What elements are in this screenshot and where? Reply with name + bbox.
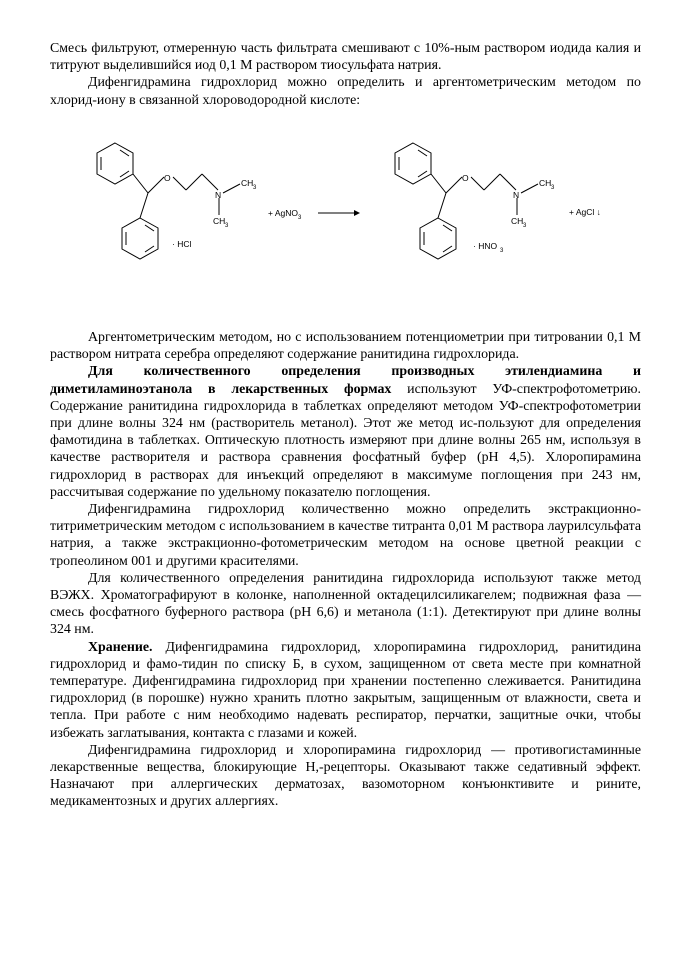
paragraph-hplc: Для количественного определения ранитидина гидрохлорида используют также метод ВЭЖХ. Хроматографируют в колонке, наполненной октадецилсиликагелем; подвижная фаза — смесь фосфатного буферного раствора (рН 6,6) и метанола (1:1). Детектируют при длине волны 324 нм. xyxy=(50,570,641,638)
diphenhydramine-nitrate-structure xyxy=(395,143,538,259)
right-hno3-subscript: 3 xyxy=(500,248,504,254)
left-ch3-top-label: CH xyxy=(241,178,254,188)
left-ch3-bottom-label: CH xyxy=(213,216,226,226)
left-nitrogen-label: N xyxy=(215,190,222,200)
phenyl-ring-bottom-right xyxy=(420,218,456,259)
left-ch3-bottom-subscript: 3 xyxy=(225,223,229,229)
reaction-scheme-svg xyxy=(60,130,620,290)
right-ch3-bottom-label: CH xyxy=(511,216,524,226)
left-oxygen-label: O xyxy=(164,173,171,183)
phenyl-ring-bottom xyxy=(122,218,158,259)
paragraph-antihistamine: Дифенгидрамина гидрохлорид и хлоропирамина гидрохлорид — противогистаминные лекарственные вещества, блокирующие Н,-рецепторы. Оказывают также седативный эффект. Назначают при аллергических дерматозах, вазомоторном конъюнктивите и рините, медикаментозных и других аллергиях. xyxy=(50,742,641,810)
reagent-label: + AgNO xyxy=(268,208,299,218)
diphenhydramine-hydrochloride-structure xyxy=(97,143,240,259)
reaction-scheme xyxy=(60,130,620,290)
intro-text xyxy=(50,40,641,109)
uv-heading-bold: Для количественного определения производных этилендиамина и диметиламиноэтанола в лекарственных формах xyxy=(50,364,641,397)
left-ch3-top-subscript: 3 xyxy=(253,185,257,191)
storage-heading-bold: Хранение. xyxy=(88,639,153,655)
right-hno3-label: · HNO xyxy=(473,241,498,251)
right-ch3-top-label: CH xyxy=(539,178,552,188)
phenyl-ring-top-right xyxy=(395,143,431,184)
right-nitrogen-label: N xyxy=(513,190,520,200)
paragraph-potentiometry: Аргентометрическим методом, но с использованием потенциометрии при титровании 0,1 М раствором нитрата серебра определяют содержание ранитидина гидрохлорида. xyxy=(50,330,641,363)
uv-paragraph-text: используют УФ-спектрофотометрию. Содержание ранитидина гидрохлорида в таблетках определяют методом УФ-спектрофотометрии при длине волны 324 нм (растворитель метанол). Этот же метод ис-пользуют для определения фамотидина в таблетках. Оптическую плотность измеряют при длине волны 265 нм, используя в качестве растворителя и раствора сравнения фосфатный буфер (рН 4,5). Хлоропирамина гидрохлорид в растворах для инъекций определяют в максимуме поглощения при 243 нм, рассчитывая содержание по удельному показателю поглощения. xyxy=(50,381,642,500)
paragraph-argentometry-intro: Дифенгидрамина гидрохлорид можно определить и аргентометрическим методом по хлорид-иону в связанной хлороводородной кислоте: xyxy=(50,75,641,108)
reaction-arrow xyxy=(318,210,360,216)
silver-chloride-precipitate-label: + AgCl ↓ xyxy=(569,207,601,217)
paragraph-uv-spectrophotometry xyxy=(50,363,641,501)
phenyl-ring-top xyxy=(97,143,133,184)
left-hcl-label: · HCl xyxy=(172,239,192,249)
paragraph-filtration: Смесь фильтруют, отмеренную часть фильтрата смешивают с 10%-ным раствором иодида калия и титруют выделившийся иод 0,1 М раствором тиосульфата натрия. xyxy=(50,41,641,74)
right-oxygen-label: O xyxy=(462,173,469,183)
main-text xyxy=(50,329,641,811)
right-ch3-bottom-subscript: 3 xyxy=(523,223,527,229)
storage-paragraph-text: Дифенгидрамина гидрохлорид, хлоропирамина гидрохлорид, ранитидина гидрохлорид и фамо-тидин по списку Б, в сухом, защищенном от света месте при комнатной температуре. Дифенгидрамина гидрохлорид при хранении постепенно слеживается. Ранитидина гидрохлорид (в порошке) нужно хранить плотно закрытым, защищенным от влажности, света и тепла. При работе с ним необходимо надевать респиратор, перчатки, защитные очки, чтобы избежать заглатывания, контакта с глазами и кожей. xyxy=(50,639,641,741)
paragraph-extraction-titration: Дифенгидрамина гидрохлорид количественно можно определить экстракционно-титриметрическим методом с использованием в качестве титранта 0,01 М раствора лаурилсульфата натрия, а также экстракционно-фотометрическим методом на основе цветной реакции с тропеолином 001 и другими красителями. xyxy=(50,502,641,569)
paragraph-storage xyxy=(50,639,641,742)
right-ch3-top-subscript: 3 xyxy=(551,185,555,191)
reagent-subscript: 3 xyxy=(298,215,302,221)
